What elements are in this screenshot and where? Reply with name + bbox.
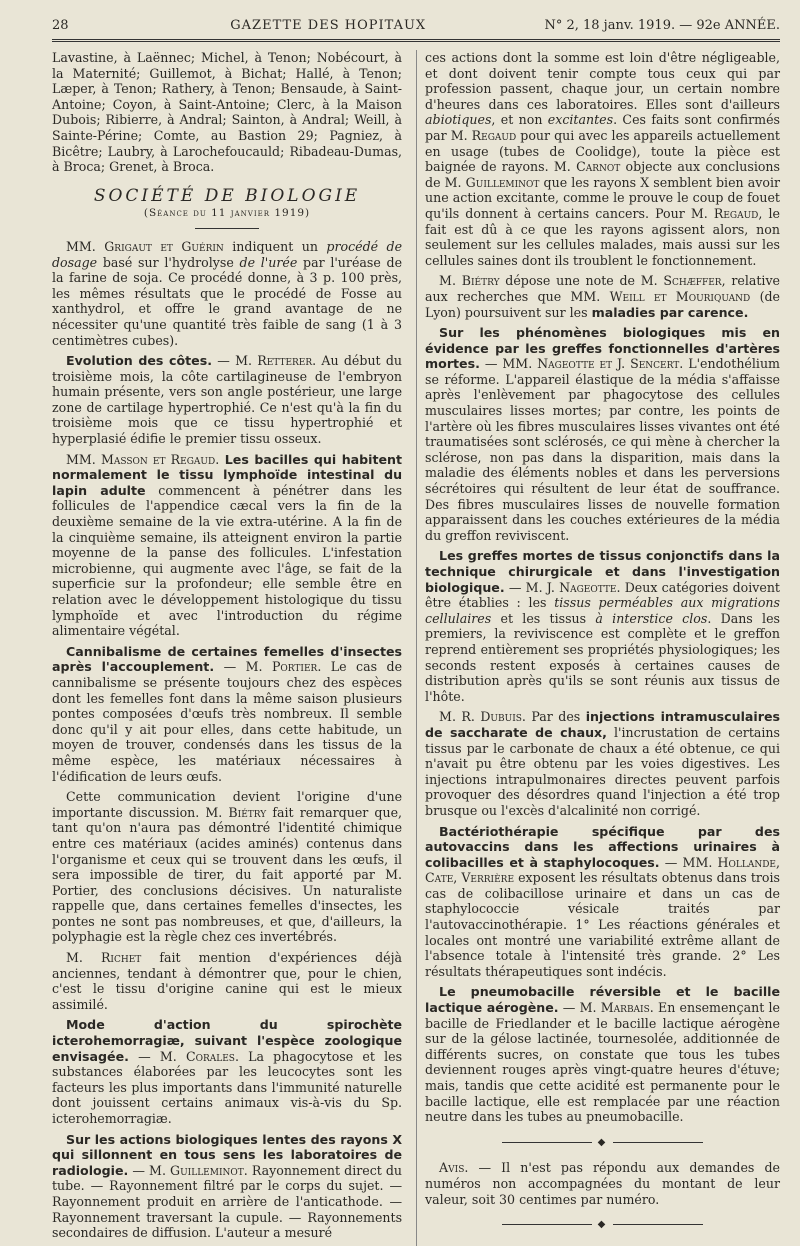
journal-title: GAZETTE DES HOPITAUX: [230, 18, 427, 33]
running-header: [52, 12, 780, 33]
item-heading: Evolution des côtes.: [66, 353, 212, 369]
item-heading: Mode d'action du spirochète icterohemorragiæ, suivant l'espèce zoologique envisagée.: [52, 1017, 403, 1064]
paragraph-avis: Avis. — Il n'est pas répondu aux demandes de numéros non accompagnées du montant de leur valeur, soit 30 centimes par numéro.: [425, 1160, 780, 1207]
right-column: [416, 50, 780, 1246]
item-heading: Bactériothérapie spécifique par des autovaccins dans les affections urinaires à colibacilles et à staphylocoques.: [425, 823, 780, 870]
left-column: [52, 50, 402, 1246]
item-heading: Cannibalisme de certaines femelles d'insectes après l'accouplement.: [52, 643, 403, 675]
paragraph-marbais: Le pneumobacille réversible et le bacille lactique aérogène. — M. Marbais. En ensemençant le bacille de Friedlander et le bacille lactique aérogène sur de la gélose lactinée, tournesolée, additionnée de différents sucres, on constate que tous les tubes deviennent rouges après vingt-quatre heures d'étuve; mais, tandis que cette acidité est permanente pour le bacille lactique, elle est remplacée par une réaction neutre dans les tubes au pneumobacille.: [425, 984, 780, 1125]
paragraph-retterer: Evolution des côtes. — M. Retterer. Au début du troisième mois, la côte cartilagineuse de l'embryon humain présente, vers son angle postérieur, une large zone de cartilage hypertrophié. Ce n'est qu'à la fin du troisième mois que ce tissu hypertrophié et hyperplasié édifie le premier tissu osseux.: [52, 353, 403, 447]
paragraph-corales: Mode d'action du spirochète icterohemorragiæ, suivant l'espèce zoologique envisagée. — M. Corales. La phagocytose et les substances élaborées par les leucocytes sont les facteurs les plus importants dans l'immunité naturelle dont jouissent certains animaux vis-à-vis du Sp. icterohemorragiæ.: [52, 1017, 403, 1126]
paragraph-nageotte-arteres: Sur les phénomènes biologiques mis en évidence par les greffes fonctionnelles d'artères mortes. — MM. Nageotte et J. Sencert. L'endothélium se réforme. L'appareil élastique de la média s'affaisse après l'enlèvement par phagocytose des cellules musculaires lisses mortes; par contre, les points de l'artère où les fibres musculaires lisses vivantes ont été traumatisées sont sclérosés, ce qui mène à chercher la sclérose, non pas dans la disparition, mais dans la maladie des éléments nobles et dans les perversions sécrétoires qui résultent de leur état de souffrance. Des fibres musculaires lisses de nouvelle formation apparaissent dans les couches extérieures de la média du greffon reviviscent.: [425, 325, 780, 543]
header-rule: [52, 39, 780, 46]
issue-info: N° 2, 18 janv. 1919. — 92e ANNÉE.: [544, 18, 780, 33]
society-title: SOCIÉTÉ DE BIOLOGIE: [93, 185, 361, 206]
item-heading: injections intramusculaires de saccharate de chaux,: [425, 709, 780, 740]
section-rule: [195, 228, 259, 229]
appointments-list: Lavastine, à Laënnec; Michel, à Tenon; Nobécourt, à la Maternité; Guillemot, à Bichat; Hallé, à Tenon; Læper, à Tenon; Rathery, à Tenon; Bensaude, à Saint-Antoine; Coyon, à Saint-Antoine; Clerc, à la Maison Dubois; Ribierre, à Andral; Sainton, à Andral; Weill, à Sainte-Périne; Comte, au Bastion 29; Pagniez, à Bicêtre; Laubry, à Larochefoucauld; Ribadeau-Dumas, à Broca; Grenet, à Broca.: [52, 50, 403, 175]
paragraph-guilleminot: Sur les actions biologiques lentes des rayons X qui sillonnent en tous sens les laboratoires de radiologie. — M. Guilleminot. Rayonnement direct du tube. — Rayonnement filtré par le corps du sujet. — Rayonnement produit en arrière de l'anticathode. — Rayonnement traversant la cupule. — Rayonnements secondaires de diffusion. L'auteur a mesuré: [52, 1131, 403, 1241]
item-heading: maladies par carence.: [591, 304, 749, 320]
item-heading: Sur les actions biologiques lentes des rayons X qui sillonnent en tous sens les laboratoires de radiologie.: [52, 1131, 403, 1178]
item-heading: Le pneumobacille réversible et le bacille lactique aérogène.: [425, 984, 780, 1016]
seance-date: (Séance du 11 janvier 1919): [143, 207, 311, 220]
paragraph-richet: M. Richet fait mention d'expériences déjà anciennes, tendant à démontrer que, pour le chien, c'est le tissu d'origine canine qui est le mieux assimilé.: [52, 950, 403, 1012]
author-names: MM. Grigaut et Guérin: [66, 238, 224, 254]
item-heading: Les bacilles qui habitent normalement le tissu lymphoïde intestinal du lapin adulte: [52, 451, 403, 498]
paragraph-rayons-continued: ces actions dont la somme est loin d'être négligeable, et dont doivent tenir compte tous ceux qui par profession passent, chaque jour, un certain nombre d'heures dans ces laboratoires. Elles sont d'ailleurs abiotiques, et non excitantes. Ces faits sont confirmés par M. Regaud pour qui avec les appareils actuellement en usage (tubes de Coolidge), toute la pièce est baignée de rayons. M. Carnot objecte aux conclusions de M. Guilleminot que les rayons X semblent bien avoir une action excitante, comme le prouve le coup de fouet qu'ils donnent à certains cancers. Pour M. Regaud, le fait est dû à ce que les rayons agissent alors, non seulement sur les cellules malades, mais aussi sur les cellules saines dont ils troublent le fonctionnement.: [425, 50, 781, 268]
page-number: 28: [52, 18, 69, 33]
paragraph-hollande: Bactériothérapie spécifique par des autovaccins dans les affections urinaires à colibacilles et à staphylocoques. — MM. Hollande, Cate, Verrière exposent les résultats obtenus dans trois cas de colibacillose urinaire et dans un cas de staphylococcie vésicale traités par l'autovaccinothérapie. 1° Les réactions générales et locales ont montré une variabilité extrême allant de l'absence totale à l'intensité très grande. 2° Les résultats thérapeutiques sont indécis.: [425, 823, 780, 979]
paragraph-nageotte-greffes: Les greffes mortes de tissus conjonctifs dans la technique chirurgicale et dans l'investigation biologique. — M. J. Nageotte. Deux catégories doivent être établies : les tissus perméables aux migrations cellulaires et les tissus à interstice clos. Dans les premiers, la reviviscence est complète et le greffon reprend entièrement ses propriétés physiologiques; les seconds restent exposés à certaines causes de distribution après qu'ils se sont réunis aux tissus de l'hôte.: [425, 548, 780, 704]
item-heading: Les greffes mortes de tissus conjonctifs dans la technique chirurgicale et dans l'investigation biologique.: [425, 548, 780, 595]
paragraph-bietry: M. Biétry dépose une note de M. Schæffer, relative aux recherches que MM. Weill et Mouriquand (de Lyon) poursuivent sur les maladies par carence.: [425, 273, 781, 320]
ornament-divider-end: ◆: [425, 1217, 780, 1233]
two-column-body: [52, 50, 780, 1246]
paragraph-masson: MM. Masson et Regaud. Les bacilles qui habitent normalement le tissu lymphoïde intestinal du lapin adulte commencent à pénétrer dans les follicules de l'appendice cæcal vers la fin de la deuxième semaine de la vie extra-utérine. A la fin de la cinquième semaine, ils atteignent environ la partie moyenne de la panse des follicules. L'infestation microbienne, qui augmente avec l'âge, se fait de la superficie sur la profondeur; elle semble être en relation avec le développement histologique du tissu lymphoïde et avec l'introduction du régime alimentaire végétal.: [52, 451, 403, 639]
item-heading: Sur les phénomènes biologiques mis en évidence par les greffes fonctionnelles d'artères mortes.: [425, 325, 780, 372]
ornament-divider: ◆: [425, 1135, 780, 1151]
paragraph-dubuis: M. R. Dubuis. Par des injections intramusculaires de saccharate de chaux, l'incrustation de certains tissus par le carbonate de chaux a été obtenue, ce qui n'avait pu être obtenu par les voies digestives. Les injections intrapulmonaires directes peuvent parfois provoquer des désordres quand l'injection a été trop brusque ou l'excès d'alcalinité non corrigé.: [425, 709, 780, 818]
avis-label: Avis.: [439, 1160, 469, 1176]
paragraph-portier: Cannibalisme de certaines femelles d'insectes après l'accouplement. — M. Portier. Le cas de cannibalisme se présente toujours chez des espèces dont les femelles font dans la même saison plusieurs pontes composées d'œufs très nombreux. Il semble donc qu'il y ait pour elles, dans cette habitude, un moyen de trouver, condensés dans les tissus de la même espèce, les matériaux nécessaires à l'édification de leurs œufs.: [52, 643, 403, 784]
paragraph-grigaut: MM. Grigaut et Guérin indiquent un procédé de dosage basé sur l'hydrolyse de l'urée par l'uréase de la farine de soja. Ce procédé donne, à 3 p. 100 près, les mêmes résultats que le procédé de Fosse au xanthydrol, et offre le grand avantage de ne nécessiter qu'une quantité très faible de sang (1 à 3 centimètres cubes).: [52, 238, 403, 348]
paragraph-discussion: Cette communication devient l'origine d'une importante discussion. M. Biétry fait remarquer que, tant qu'on n'aura pas démontré l'identité chimique entre ces matériaux (acides aminés) contenus dans l'organisme et ceux qui se trouvent dans les œufs, il sera impossible de tirer, du fait apporté par M. Portier, des conclusions décisives. Un naturaliste rappelle que, dans certaines femelles d'insectes, les pontes ne sont pas nombreuses, et que, d'ailleurs, la polyphagie est la règle chez ces invertébrés.: [52, 789, 403, 945]
